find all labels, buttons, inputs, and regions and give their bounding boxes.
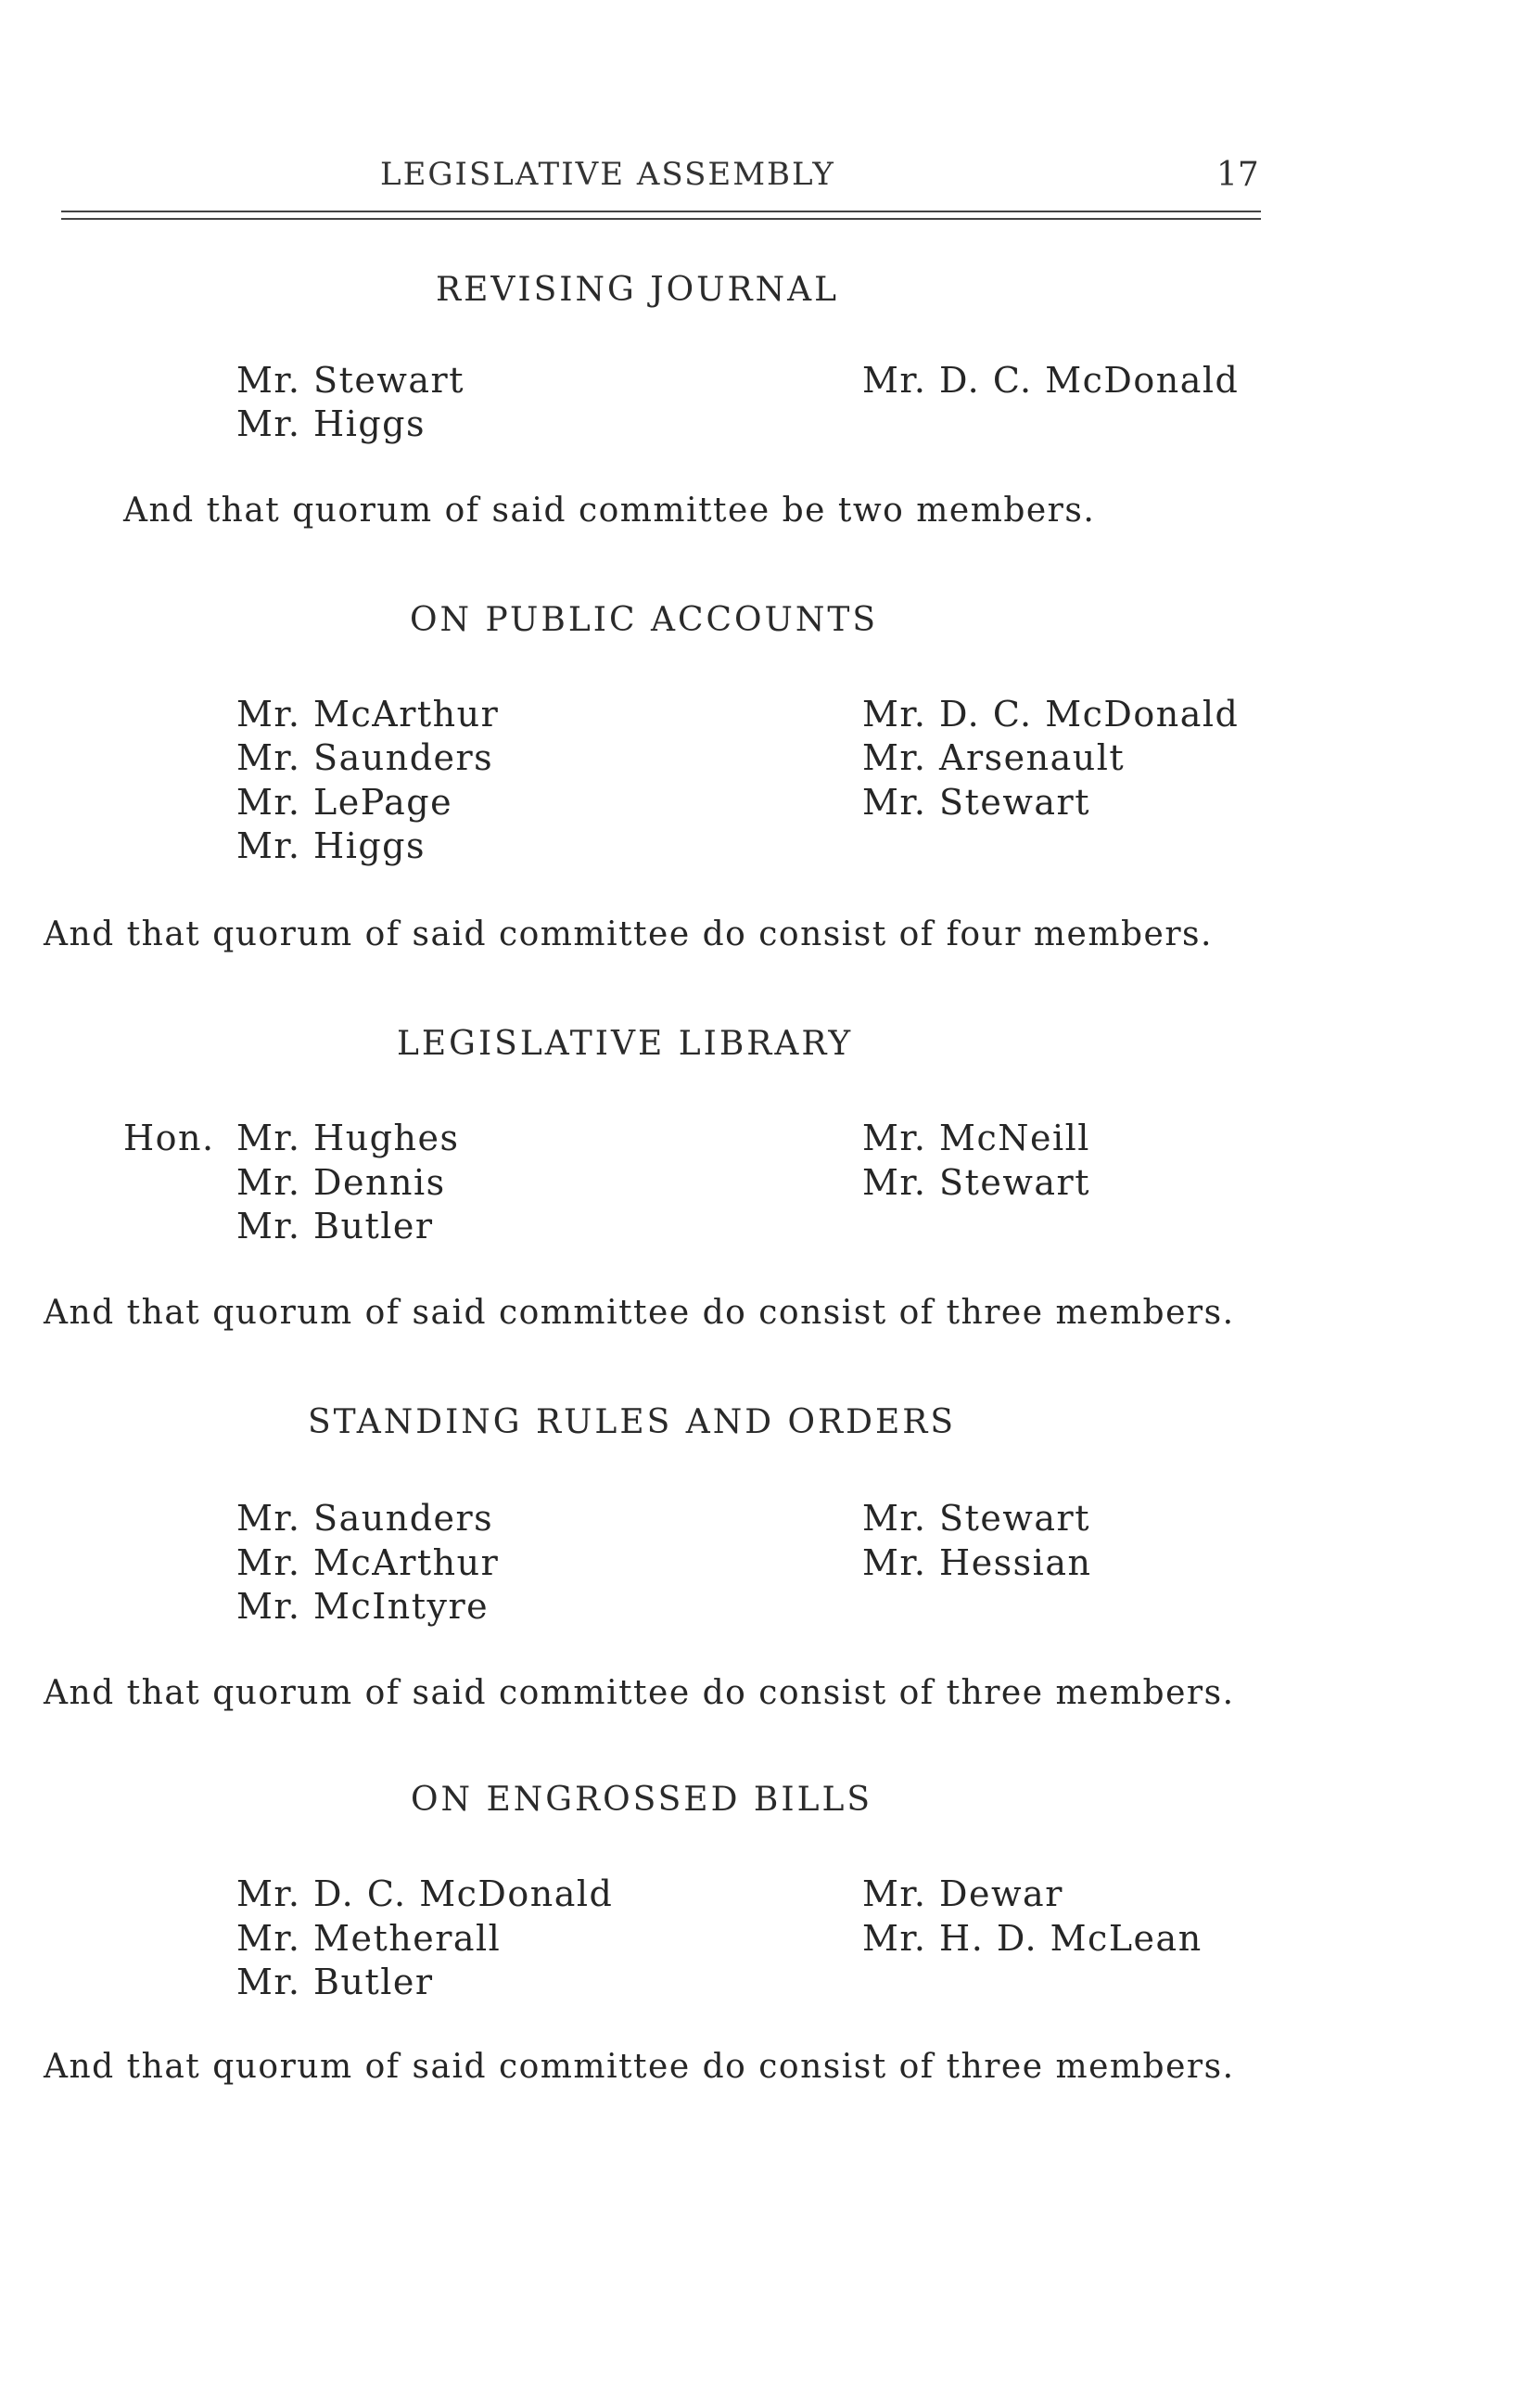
page-number: 17	[1216, 156, 1259, 194]
member-name: Mr. Butler	[236, 1962, 434, 2002]
quorum-statement: And that quorum of said committee do consist of four members.	[44, 915, 1213, 953]
section-title-public-accounts: ON PUBLIC ACCOUNTS	[410, 601, 879, 639]
header-rule-bottom	[61, 218, 1261, 220]
member-name: Mr. H. D. McLean	[862, 1918, 1203, 1959]
member-name: Mr. McArthur	[236, 1542, 500, 1583]
member-name: Mr. D. C. McDonald	[862, 694, 1240, 735]
member-name: Mr. Butler	[236, 1206, 434, 1246]
section-title-revising-journal: REVISING JOURNAL	[436, 271, 839, 309]
member-name: Mr. Stewart	[236, 360, 465, 401]
member-name: Mr. LePage	[236, 782, 453, 823]
member-name: Mr. Stewart	[862, 1162, 1090, 1203]
member-name: Mr. Metherall	[236, 1918, 502, 1959]
member-name: Mr. McIntyre	[236, 1586, 490, 1627]
header-rule-top	[61, 211, 1261, 212]
member-name: Mr. McArthur	[236, 694, 500, 735]
member-prefix-hon: Hon.	[123, 1118, 215, 1158]
member-name: Mr. Dennis	[236, 1162, 446, 1203]
member-name: Mr. Dewar	[862, 1873, 1063, 1914]
member-name: Mr. Hughes	[236, 1118, 460, 1158]
member-name: Mr. Arsenault	[862, 737, 1126, 778]
member-name: Mr. Stewart	[862, 1498, 1090, 1539]
member-name: Mr. McNeill	[862, 1118, 1090, 1158]
member-name: Mr. Higgs	[236, 403, 426, 444]
member-name: Mr. Hessian	[862, 1542, 1092, 1583]
member-name: Mr. Higgs	[236, 825, 426, 866]
member-name: Mr. Stewart	[862, 782, 1090, 823]
quorum-statement: And that quorum of said committee do consist of three members.	[44, 1674, 1235, 1712]
member-name: Mr. D. C. McDonald	[862, 360, 1240, 401]
section-title-standing-rules: STANDING RULES AND ORDERS	[308, 1403, 957, 1441]
quorum-statement: And that quorum of said committee do consist of three members.	[44, 2048, 1235, 2086]
running-title: LEGISLATIVE ASSEMBLY	[380, 156, 835, 193]
quorum-statement: And that quorum of said committee do consist of three members.	[44, 1294, 1235, 1332]
member-name: Mr. D. C. McDonald	[236, 1873, 614, 1914]
section-title-legislative-library: LEGISLATIVE LIBRARY	[397, 1025, 854, 1063]
quorum-statement: And that quorum of said committee be two members.	[123, 492, 1096, 530]
section-title-engrossed-bills: ON ENGROSSED BILLS	[411, 1781, 873, 1819]
member-name: Mr. Saunders	[236, 737, 494, 778]
member-name: Mr. Saunders	[236, 1498, 494, 1539]
